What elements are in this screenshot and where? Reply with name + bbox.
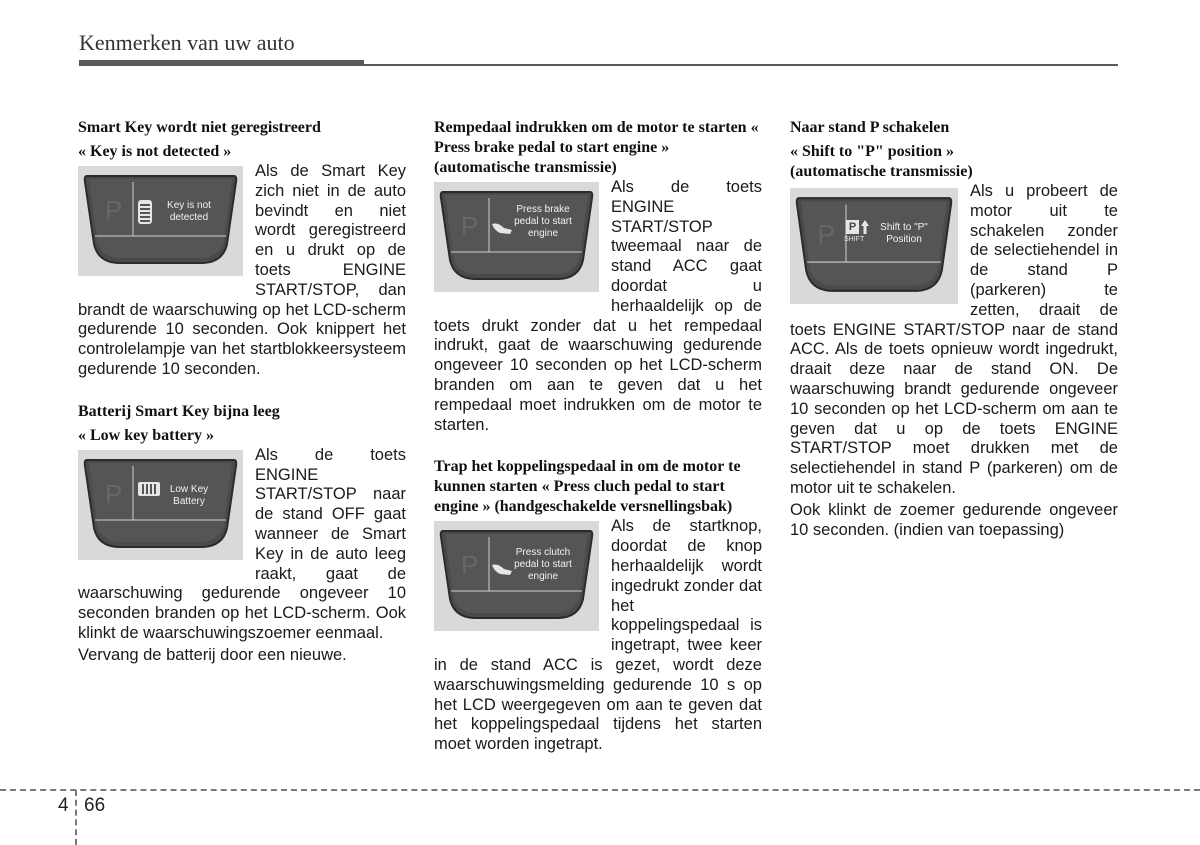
figure-low-key-battery <box>78 450 243 560</box>
header-rule-thin <box>364 64 1118 66</box>
section-title-key-not-detected: Smart Key wordt niet geregistreerd <box>78 119 321 136</box>
section-body-key-not-detected: Als de Smart Key zich niet in de auto bevindt en niet wordt geregistreerd en u drukt op de toets ENGINE START/STOP, dan brandt de waarschuwing op het LCD-scherm gedurende 10 seconden. Ook knippert het controlelampje van het startblokkeersysteem gedurende 10 seconden. <box>78 162 406 378</box>
column-left <box>78 118 406 666</box>
section-subtitle-shift-to-p-2: (automatische transmissie) <box>790 163 973 180</box>
footer-vertical-dashed-rule <box>75 790 77 845</box>
section-title-press-clutch: Trap het koppelingspedaal in om de motor te kunnen starten « Press cluch pedal to start engine » (handgeschakelde versnellingsbak) <box>434 458 741 516</box>
header-rule-thick <box>79 60 364 66</box>
section-body-shift-to-p-2: Ook klinkt de zoemer gedurende ongeveer 10 seconden. (indien van toepassing) <box>790 500 1118 539</box>
figure-press-brake <box>434 182 599 292</box>
lcd-message: Low Key Battery <box>169 483 209 507</box>
section-body-shift-to-p: Als u probeert de motor uit te schakelen zonder de selectiehendel in de stand P (parkeren) te zetten, draait de toets ENGINE START/STOP naar de stand ACC. Als de toets opnieuw wordt ingedrukt, draait deze naar de stand ON. De waarschuwing brandt gedurende ongeveer 10 seconden op het LCD-scherm om aan te geven dat u op de toets ENGINE START/STOP moet drukken met de selectiehendel in stand P (parkeren) om de motor uit te schakelen. <box>790 182 1118 497</box>
section-title-press-brake: Rempedaal indrukken om de motor te starten « Press brake pedal to start engine » (automatische transmissie) <box>434 119 759 176</box>
svg-text:P: P <box>461 550 479 581</box>
lcd-message: Press clutch pedal to start engine <box>514 547 572 583</box>
lcd-display-shape <box>83 458 238 550</box>
park-indicator-icon: P <box>846 220 859 234</box>
column-middle <box>434 118 762 755</box>
lcd-message: Press brake pedal to start engine <box>514 204 572 239</box>
up-arrow-icon <box>861 220 869 234</box>
section-title-low-key-battery: Batterij Smart Key bijna leeg <box>78 402 280 420</box>
section-subtitle-shift-to-p: « Shift to "P" position » <box>790 143 955 160</box>
section-body-low-key-battery: Als de toets ENGINE START/STOP naar de stand OFF gaat wanneer de Smart Key in de auto leeg raakt, gaat de waarschuwing gedurende ongeveer 10 seconden branden op het LCD-scherm. Ook klinkt de waarschuwingszoemer eenmaal. <box>78 445 406 642</box>
page-header-title: Kenmerken van uw auto <box>79 30 295 55</box>
column-right <box>790 118 1118 540</box>
shift-label: SHIFT <box>844 236 865 243</box>
footer-dashed-rule <box>0 789 1200 791</box>
battery-icon <box>138 482 160 496</box>
section-subtitle-key-not-detected: « Key is not detected » <box>78 143 232 160</box>
svg-text:P: P <box>105 478 123 509</box>
chapter-number: 4 <box>58 795 69 816</box>
section-subtitle-low-key-battery: « Low key battery » <box>78 426 214 444</box>
section-body-press-brake: Als de toets ENGINE START/STOP tweemaal naar de stand ACC gaat doordat u herhaaldelijk op de toets drukt zonder dat u het rempedaal indrukt, gaat de waarschuwing gedurende ongeveer 10 seconden op het LCD-scherm branden om aan te geven dat u het rempedaal moet indrukken om de motor te starten. <box>434 178 762 434</box>
section-body-low-key-battery-2: Vervang de batterij door een nieuwe. <box>78 645 347 664</box>
svg-text:P: P <box>105 195 123 225</box>
lcd-message: Key is not detected <box>167 200 211 223</box>
svg-text:P: P <box>461 211 479 241</box>
section-body-press-clutch: Als de startknop, doordat de knop herhaaldelijk wordt ingedrukt zonder dat het koppelingspedaal is ingetrapt, twee keer in de stand ACC is gezet, wordt deze waarschuwingsmelding gedurende 10 s op het LCD weergegeven om aan te geven dat het koppelingspedaal tijdens het starten moet worden ingetrapt. <box>434 517 762 754</box>
foot-pedal-icon <box>490 220 514 236</box>
smart-key-icon <box>138 200 152 224</box>
page-number: 66 <box>84 795 106 816</box>
figure-shift-to-p <box>790 188 958 304</box>
svg-text:P: P <box>817 218 836 251</box>
lcd-message: Shift to "P" Position <box>880 222 928 245</box>
section-title-shift-to-p: Naar stand P schakelen <box>790 119 950 136</box>
figure-key-not-detected <box>78 166 243 276</box>
figure-press-clutch <box>434 521 599 631</box>
foot-pedal-icon <box>490 561 514 577</box>
